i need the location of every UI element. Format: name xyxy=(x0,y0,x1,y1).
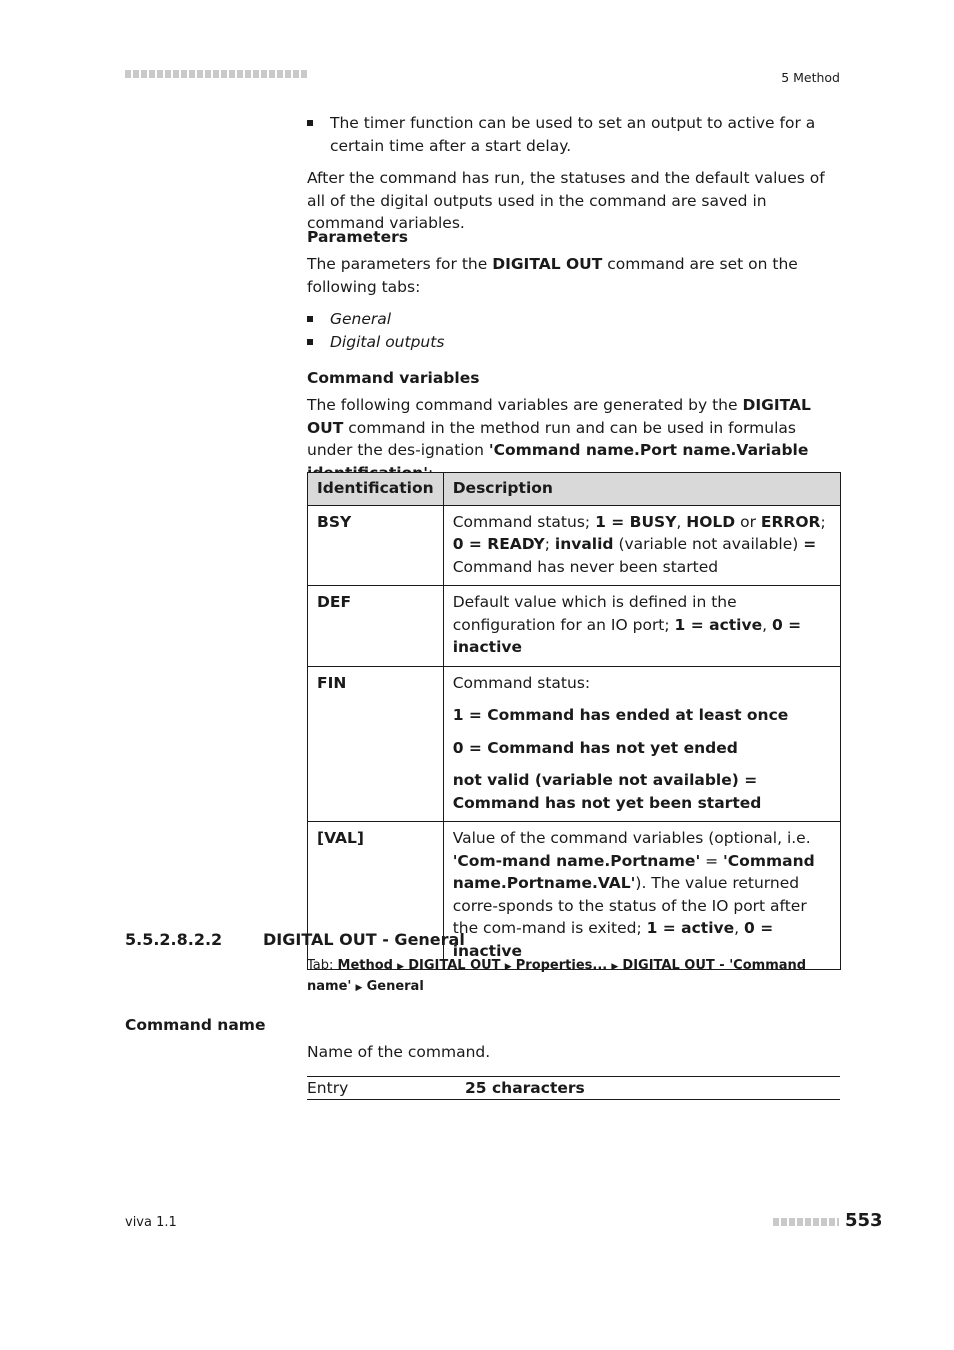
command-variables-heading: Command variables xyxy=(307,369,480,387)
parameters-heading: Parameters xyxy=(307,228,408,246)
tab-path: Tab: Method ▶ DIGITAL OUT ▶ Properties... ▶ DIGITAL OUT - 'Command name' ▶ General xyxy=(307,958,807,994)
cell-id: DEF xyxy=(308,586,444,667)
footer-decoration xyxy=(773,1218,839,1226)
intro-bullet: The timer function can be used to set an output to active for a certain time after a start delay. xyxy=(307,112,840,157)
entry-row xyxy=(307,1076,840,1100)
parameters-text: The parameters for the DIGITAL OUT command are set on the following tabs: xyxy=(307,255,798,296)
command-name-label: Command name xyxy=(125,1016,266,1034)
page-number: 553 xyxy=(845,1210,883,1231)
table-row xyxy=(308,666,841,822)
arrow-icon: ▶ xyxy=(611,962,619,972)
cell-description: Command status; 1 = BUSY, HOLD or ERROR; 0 = READY; invalid (variable not available) = Command has never been started xyxy=(443,505,840,586)
column-header-description: Description xyxy=(443,473,840,506)
header-section: 5 Method xyxy=(781,70,840,85)
footer-product: viva 1.1 xyxy=(125,1215,177,1230)
entry-value: 25 characters xyxy=(465,1079,585,1097)
command-variables-table xyxy=(307,472,841,970)
cell-description: Command status: 1 = Command has ended at least once 0 = Command has not yet ended not valid (variable not available) = Command has not yet been started xyxy=(443,666,840,822)
tab-item-general: General xyxy=(307,308,840,331)
command-variables-text: The following command variables are generated by the DIGITAL OUT command in the method run and can be used in formulas under the des-ignation 'Command name.Port name.Variable xyxy=(307,396,811,459)
arrow-icon: ▶ xyxy=(504,962,512,972)
intro-paragraph: After the command has run, the statuses and the default values of all of the digital outputs used in the command are saved in command variables. xyxy=(307,169,825,232)
section-title: DIGITAL OUT - General xyxy=(263,930,465,949)
arrow-icon: ▶ xyxy=(397,962,405,972)
cell-id: BSY xyxy=(308,505,444,586)
section-number: 5.5.2.8.2.2 xyxy=(125,930,223,949)
table-row xyxy=(308,505,841,586)
cell-id: [VAL] xyxy=(308,822,444,970)
cell-description: Value of the command variables (optional, i.e. 'Com-mand name.Portname' = 'Command name.Portname.VAL'). The value returned corre-sponds to the status of the IO port after the com-mand is exited; 1 = active, 0 = inactive xyxy=(443,822,840,970)
table-header-row xyxy=(308,473,841,506)
tab-item-digital-outputs: Digital outputs xyxy=(307,331,840,354)
column-header-identification: Identification xyxy=(308,473,444,506)
cell-description: Default value which is defined in the configuration for an IO port; 1 = active, 0 = inactive xyxy=(443,586,840,667)
table-row xyxy=(308,586,841,667)
entry-label: Entry xyxy=(307,1079,349,1097)
header-decoration xyxy=(125,70,307,78)
command-name-description: Name of the command. xyxy=(307,1043,491,1061)
arrow-icon: ▶ xyxy=(355,983,363,993)
cell-id: FIN xyxy=(308,666,444,822)
tab-list xyxy=(307,308,840,353)
